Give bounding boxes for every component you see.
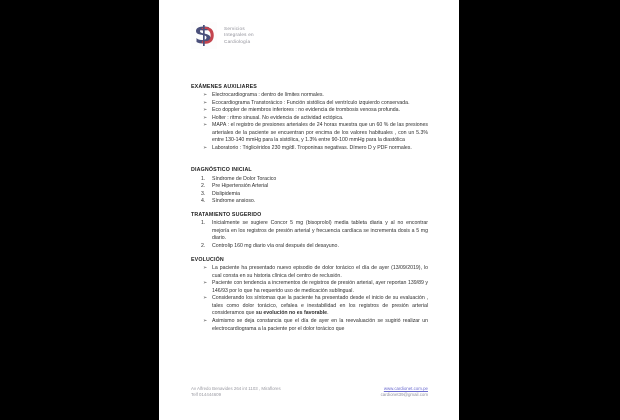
arrow-bullet-icon: ➢ bbox=[203, 295, 208, 302]
section-heading-tratamiento-sugerido: TRATAMIENTO SUGERIDO bbox=[191, 212, 262, 219]
list-item bbox=[191, 115, 428, 123]
section-heading-examenes-auxiliares: EXÁMENES AUXILIARES bbox=[191, 84, 257, 90]
list-number: 2. bbox=[201, 183, 206, 190]
list-item-text: MAPA : el registro de presiones arteriales de 24 horas muestra que un 60 % de las presiones arteriales de la paciente se encuentran por encima de los valores habituales , con un 5.3% entre 130-140 mmHg para la sistólica, y 1.3% entre 90-100 mmHg para la diastólica bbox=[212, 122, 428, 144]
brand-line-1: Servicios bbox=[224, 26, 245, 32]
list-item-text-part-a: Considerando los síntomas que la paciente ha presentado desde el inicio de su evaluación , tales como dolor torácico, cefalea e inestabilidad en los registros de presión arterial consideramos que bbox=[212, 295, 428, 317]
letterhead bbox=[191, 22, 254, 49]
list-item-text: Síndrome ansioso. bbox=[212, 198, 256, 205]
list-item-text: Paciente con tendencia a incrementos de registros de presión arterial, ayer reportan 139/89 y 146/93 por lo que ha requerido uso de medicación sublingual. bbox=[212, 280, 428, 294]
list-item bbox=[191, 198, 428, 206]
list-item-text: Dislipidemia bbox=[212, 190, 240, 197]
list-item-text: Pre Hipertensión Arterial bbox=[212, 183, 269, 190]
arrow-bullet-icon: ➢ bbox=[203, 317, 208, 324]
brand-text bbox=[224, 26, 254, 45]
list-item-text: Controlip 160 mg diario vía oral después del desayuno. bbox=[212, 242, 339, 249]
list-item-text: Inicialmente se sugiere Concor 5 mg (bisoprolol) media tableta diaria y al no encontrar mejoría en los registros de presión arterial y frecuencia cardíaca se incrementa dosis a 5 mg diario. bbox=[212, 220, 428, 242]
footer-website-link[interactable]: www.cardionet.com.pe bbox=[383, 386, 428, 391]
arrow-bullet-icon: ➢ bbox=[203, 107, 208, 114]
brand-line-2: Integrales en bbox=[224, 32, 254, 38]
arrow-bullet-icon: ➢ bbox=[203, 114, 208, 121]
list-item bbox=[191, 295, 428, 318]
list-item-text: La paciente ha presentado nuevo episodio de dolor torácico el día de ayer (13/09/2019), lo cual consta en su historia clínica del centro de reclusión. bbox=[212, 265, 428, 279]
evolucion-list bbox=[191, 265, 428, 333]
list-item-text-emphasis: su evolución no es favorable bbox=[255, 310, 328, 317]
tratamiento-sugerido-list bbox=[191, 220, 428, 250]
arrow-bullet-icon: ➢ bbox=[203, 99, 208, 106]
footer-email: cardionet39@gmail.com bbox=[380, 392, 428, 398]
footer-phone: Telf 014444609 bbox=[191, 392, 222, 398]
arrow-bullet-icon: ➢ bbox=[203, 280, 208, 287]
list-item bbox=[191, 183, 428, 191]
list-item bbox=[191, 92, 428, 100]
list-number: 2. bbox=[201, 242, 206, 249]
list-item-text: Eco doppler de miembros inferiores : no evidencia de trombosis venosa profunda. bbox=[212, 107, 401, 114]
arrow-bullet-icon: ➢ bbox=[203, 92, 208, 99]
examenes-auxiliares-list bbox=[191, 92, 428, 152]
footer-contact-right bbox=[381, 386, 428, 399]
section-heading-diagnostico-inicial: DIAGNÓSTICO INICIAL bbox=[191, 167, 252, 174]
list-number: 3. bbox=[201, 190, 206, 197]
list-number: 1. bbox=[201, 175, 206, 182]
arrow-bullet-icon: ➢ bbox=[203, 144, 208, 151]
list-item bbox=[191, 145, 428, 153]
arrow-bullet-icon: ➢ bbox=[203, 265, 208, 272]
brand-line-3: Cardiología bbox=[224, 38, 251, 44]
diagnostico-inicial-list bbox=[191, 176, 428, 206]
list-item-text: Electrocardiograma : dentro de límites normales. bbox=[212, 92, 324, 99]
page-footer bbox=[191, 386, 428, 399]
list-item bbox=[191, 191, 428, 199]
list-item-text: Ecocardiograma Transtorácico : Función sistólica del ventrículo izquierdo conservada. bbox=[212, 99, 410, 106]
list-item bbox=[191, 176, 428, 184]
document-body bbox=[191, 84, 428, 333]
list-item-text: Holter : ritmo sinusal. No evidencia de actividad ectópica. bbox=[212, 114, 344, 121]
document-page bbox=[159, 0, 459, 420]
list-item bbox=[191, 318, 428, 333]
footer-address: Av Alfredo Benavides 264 int 1103 , Miraflores bbox=[191, 386, 281, 391]
footer-contact-left bbox=[191, 386, 281, 399]
section-heading-evolucion: EVOLUCIÓN bbox=[191, 257, 224, 264]
list-item-text-part-b: . bbox=[327, 310, 329, 317]
list-item bbox=[191, 280, 428, 295]
list-number: 1. bbox=[201, 220, 206, 227]
list-item-text: Asimismo se deja constancia que el día de ayer en la reevaluación se sugirió realizar un electrocardiograma a la paciente por el dolor torácico que bbox=[212, 317, 428, 332]
arrow-bullet-icon: ➢ bbox=[203, 122, 208, 129]
list-number: 4. bbox=[201, 198, 206, 205]
list-item bbox=[191, 220, 428, 243]
section-spacer bbox=[191, 152, 428, 167]
list-item-text: Laboratorio : Triglicéridos 230 mg/dl. Troponinas negativas. Dímero D y PDF normales. bbox=[212, 144, 412, 151]
list-item bbox=[191, 265, 428, 280]
list-item bbox=[191, 122, 428, 145]
list-item-text: Síndrome de Dolor Toracico bbox=[212, 175, 277, 182]
list-item bbox=[191, 100, 428, 108]
sic-cardiologia-logo-icon bbox=[191, 22, 217, 49]
list-item bbox=[191, 107, 428, 115]
list-item bbox=[191, 243, 428, 251]
